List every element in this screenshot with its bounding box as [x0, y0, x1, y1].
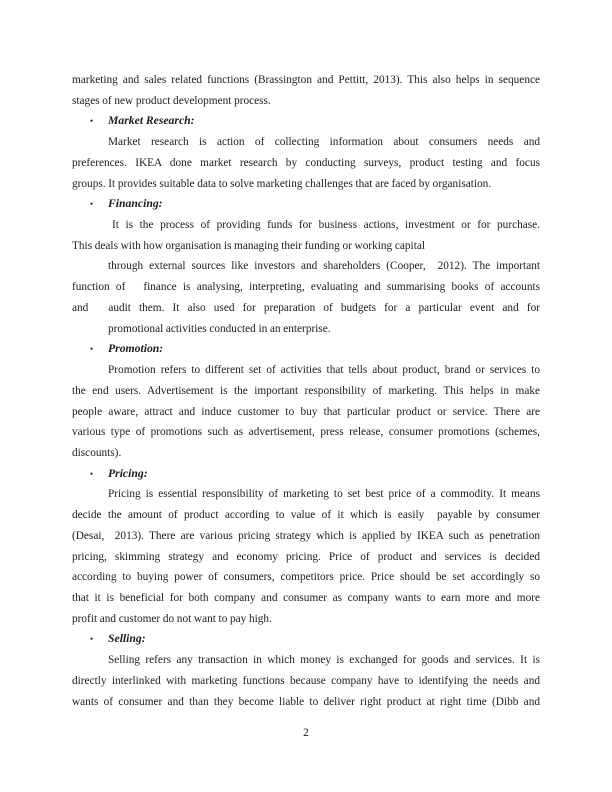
text-line: preferences. IKEA done market research by conducting surveys, product testing and focus	[72, 156, 540, 169]
bullet-icon: •	[90, 468, 94, 479]
text-line: discounts).	[72, 446, 122, 459]
text-line: that it is beneficial for both company and consumer as company wants to earn more and more	[72, 591, 540, 604]
bullet-item-financing	[72, 194, 540, 215]
text-line	[72, 298, 540, 319]
text-line: wants of consumer and than they become liable to deliver right product at right time (Dibb and	[72, 695, 540, 708]
text-line: marketing and sales related functions (Brassington and Pettitt, 2013). This also helps in sequence	[72, 74, 540, 86]
text-line: through external sources like investors and shareholders (Cooper, 2012). The important	[108, 260, 540, 273]
section-heading: Promotion:	[108, 342, 164, 356]
text-line: Selling refers any transaction in which money is exchanged for goods and services. It is	[108, 654, 540, 667]
text-line: Market research is action of collecting information about consumers needs and	[108, 136, 540, 149]
text-line: profit and customer do not want to pay high.	[72, 612, 272, 625]
section-heading: Pricing:	[108, 466, 148, 480]
text-line: stages of new product development process.	[72, 94, 271, 107]
bullet-icon: •	[90, 116, 94, 127]
text-line: This deals with how organisation is managing their funding or working capital	[72, 239, 425, 252]
text-line: the end users. Advertisement is the important responsibility of marketing. This helps in make	[72, 384, 540, 397]
text-segment: function of	[72, 281, 126, 294]
bullet-item-selling	[72, 629, 540, 650]
text-line: decide the amount of product according to value of it which is easily payable by consumer	[72, 509, 540, 522]
text-line: (Desai, 2013). There are various pricing strategy which is applied by IKEA such as penetration	[72, 529, 540, 542]
text-segment: audit them. It also used for preparation of budgets for a particular event and for	[108, 301, 540, 314]
text-line: groups. It provides suitable data to solve marketing challenges that are faced by organisation.	[72, 177, 492, 190]
section-heading: Financing:	[108, 197, 163, 211]
text-segment: finance is analysing, interpreting, evaluating and summarising books of accounts	[143, 281, 541, 294]
text-line	[72, 277, 540, 298]
text-segment: and	[72, 301, 89, 314]
text-line: pricing, skimming strategy and economy pricing. Price of product and services is decided	[72, 550, 540, 563]
page-body	[72, 70, 540, 712]
bullet-item-promotion	[72, 339, 540, 360]
bullet-icon: •	[90, 634, 94, 645]
section-heading: Market Research:	[108, 114, 195, 128]
text-line: directly interlinked with marketing functions because company have to identifying the needs and	[72, 674, 540, 687]
bullet-item-pricing	[72, 464, 540, 485]
text-line: according to buying power of consumers, competitors price. Price should be set accordingly so	[72, 571, 540, 584]
section-heading: Selling:	[108, 632, 146, 646]
text-line: Promotion refers to different set of activities that tells about product, brand or services to	[108, 364, 540, 377]
bullet-icon: •	[90, 344, 94, 355]
text-line: Pricing is essential responsibility of marketing to set best price of a commodity. It means	[108, 488, 540, 501]
bullet-item-market-research	[72, 111, 540, 132]
text-line: It is the process of providing funds for business actions, investment or for purchase.	[112, 219, 540, 232]
text-line: promotional activities conducted in an enterprise.	[108, 322, 331, 335]
text-line: various type of promotions such as advertisement, press release, consumer promotions (schemes,	[72, 426, 540, 439]
text-line: people aware, attract and induce customer to buy that particular product or service. There are	[72, 405, 540, 418]
bullet-icon: •	[90, 199, 94, 210]
page-number: 2	[303, 727, 309, 739]
